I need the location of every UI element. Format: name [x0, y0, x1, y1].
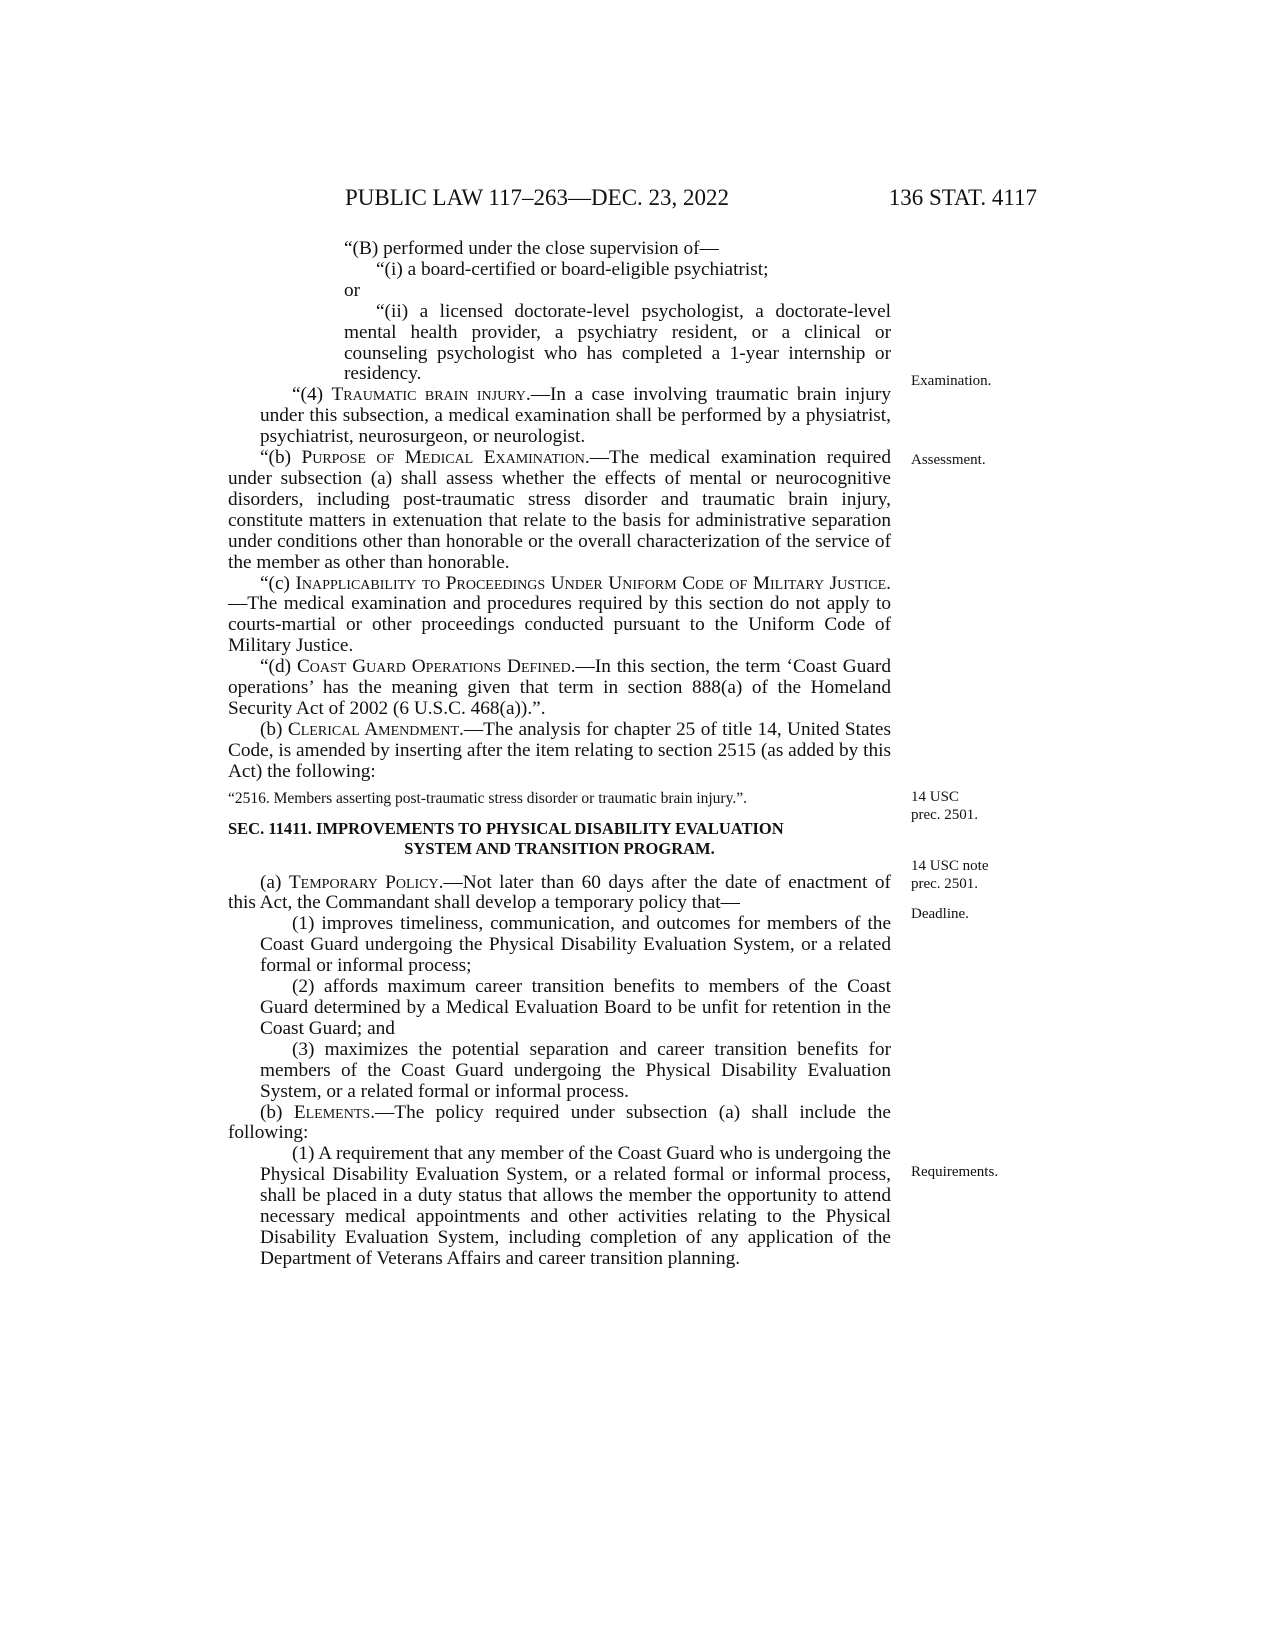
margin-note-usc-note	[911, 857, 989, 893]
subsection-b-elements	[228, 1103, 891, 1145]
clerical-text: .—The analysis for chapter 25 of title 14, United States Code, is amended by inserting after the item relating to section 2515 (as added by this Act) the following:	[228, 718, 891, 782]
temporary-policy-item-1: (1) improves timeliness, communication, and outcomes for members of the Coast Guard undergoing the Physical Disability Evaluation System, or a related formal or informal process;	[260, 913, 891, 977]
margin-note-deadline: Deadline.	[911, 906, 969, 922]
clerical-amendment	[228, 720, 891, 783]
margin-note-usc-note-line1: 14 USC note	[911, 858, 989, 874]
section-heading-line2: SYSTEM AND TRANSITION PROGRAM.	[404, 838, 715, 858]
subsection-b-lead: “(b)	[260, 447, 302, 469]
paragraph-ii	[344, 302, 891, 386]
paragraph-4	[260, 385, 891, 448]
clerical-heading: Clerical Amendment	[287, 718, 459, 740]
elements-heading: Elements	[293, 1101, 371, 1123]
page-number: 136 STAT. 4117	[888, 185, 1037, 210]
subsection-b-heading: Purpose of Medical Examination	[301, 447, 585, 469]
subsection-d-definitions	[228, 657, 891, 720]
section-heading-line1: SEC. 11411. IMPROVEMENTS TO PHYSICAL DISABILITY EVALUATION	[228, 818, 784, 838]
elements-text: .—The policy required under subsection (a) shall include the following:	[228, 1101, 891, 1144]
subsection-c-heading: Inapplicability to Proceedings Under Uniform Code of Military Justice	[295, 572, 887, 594]
section-heading	[228, 819, 891, 859]
temporary-policy-item-2: (2) affords maximum career transition benefits to members of the Coast Guard determined by a Medical Evaluation Board to be unfit for retention in the Coast Guard; and	[260, 976, 891, 1039]
margin-note-requirements: Requirements.	[911, 1164, 999, 1180]
elements-item-1: (1) A requirement that any member of the Coast Guard who is undergoing the Physical Disability Evaluation System, or a related formal or informal process, shall be placed in a duty status that allows the member the opportunity to attend necessary medical appointments and other activities relating to the Physical Disability Evaluation System, including completion of any application of the Department of Veterans Affairs and career transition planning.	[260, 1143, 891, 1269]
paragraph-4-lead: “(4)	[292, 384, 332, 406]
margin-note-usc-prec-line2: prec. 2501.	[911, 807, 979, 823]
paragraph-or: or	[344, 279, 361, 301]
subsection-a-lead: (a)	[260, 871, 289, 893]
margin-note-usc-note-line2: prec. 2501.	[911, 876, 979, 892]
page-header	[345, 178, 1037, 218]
subsection-c-text: .—The medical examination and procedures required by this section do not apply to courts-martial or other proceedings conducted pursuant to the Uniform Code of Military Justice.	[228, 572, 891, 657]
paragraph-i: “(i) a board-certified or board-eligible psychiatrist;	[376, 258, 769, 280]
subsection-c-inapplicability	[228, 574, 891, 658]
paragraph-b-intro: “(B) performed under the close supervision of—	[344, 238, 719, 259]
subsection-b-purpose	[228, 448, 891, 573]
clerical-lead: (b)	[260, 718, 288, 740]
clerical-table-item: “2516. Members asserting post-traumatic stress disorder or traumatic brain injury.”.	[228, 789, 747, 807]
paragraph-ii-text: “(ii) a licensed doctorate-level psychologist, a doctorate-level mental health provider, a psychiatry resident, or a clinical or counseling psychologist who has completed a 1-year internship or residency.	[344, 300, 891, 385]
subsection-a-temporary-policy	[228, 873, 891, 915]
temporary-policy-item-3: (3) maximizes the potential separation and career transition benefits for members of the Coast Guard undergoing the Physical Disability Evaluation System, or a related formal or informal process.	[260, 1038, 891, 1102]
subsection-d-heading: Coast Guard Operations Defined	[296, 656, 571, 678]
main-text-column	[228, 239, 891, 1270]
running-head: PUBLIC LAW 117–263—DEC. 23, 2022	[345, 185, 730, 210]
margin-note-usc-prec-line1: 14 USC	[911, 789, 959, 805]
subsection-c-lead: “(c)	[260, 572, 296, 594]
subsection-a-text: .—Not later than 60 days after the date of enactment of this Act, the Commandant shall develop a temporary policy that—	[228, 871, 891, 914]
subsection-d-lead: “(d)	[260, 656, 297, 678]
paragraph-4-heading: Traumatic brain injury	[331, 384, 526, 406]
subsection-a-heading: Temporary Policy	[288, 871, 439, 893]
subsection-d-text: .—In this section, the term ‘Coast Guard operations’ has the meaning given that term in section 888(a) of the Homeland Security Act of 2002 (6 U.S.C. 468(a)).”.	[228, 656, 891, 719]
margin-note-usc-prec	[911, 788, 978, 824]
margin-note-assessment: Assessment.	[911, 452, 986, 468]
paragraph-4-text: .—In a case involving traumatic brain injury under this subsection, a medical examination shall be performed by a physiatrist, psychiatrist, neurosurgeon, or neurologist.	[260, 384, 891, 448]
subsection-b-text: .—The medical examination required under subsection (a) shall assess whether the effects of mental or neurocognitive disorders, including post-traumatic stress disorder and traumatic brain injury, constitute matters in extenuation that relate to the basis for administrative separation under conditions other than honorable or the overall characterization of the service of the member as other than honorable.	[228, 447, 891, 573]
elements-lead: (b)	[260, 1101, 294, 1123]
margin-note-examination: Examination.	[911, 373, 992, 389]
